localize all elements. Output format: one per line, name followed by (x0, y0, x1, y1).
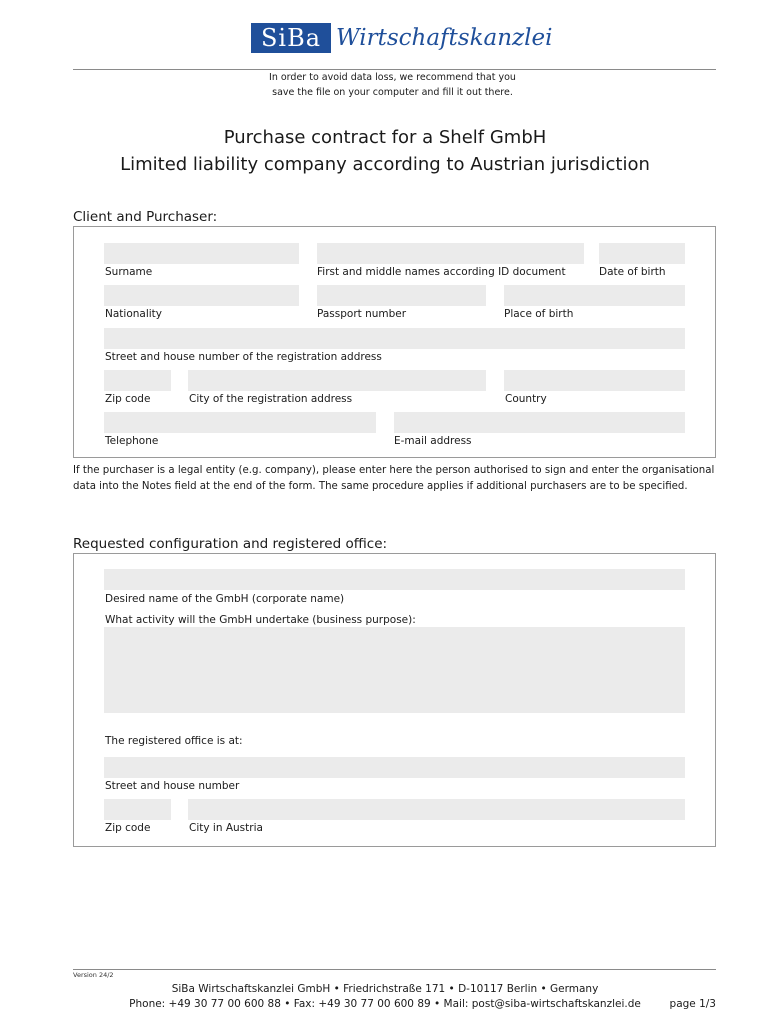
registration-street-field[interactable] (104, 328, 685, 349)
zip-code-field[interactable] (104, 370, 171, 391)
first-names-label: First and middle names according ID document (317, 266, 566, 278)
registration-city-field[interactable] (188, 370, 486, 391)
office-street-label: Street and house number (105, 780, 240, 792)
client-section-heading: Client and Purchaser: (73, 209, 218, 225)
passport-field[interactable] (317, 285, 486, 306)
registration-street-label: Street and house number of the registration address (105, 351, 382, 363)
registered-office-label: The registered office is at: (105, 735, 243, 747)
country-field[interactable] (504, 370, 685, 391)
page-subtitle: Limited liability company according to Austrian jurisdiction (120, 154, 650, 175)
footer-divider (73, 969, 716, 970)
surname-field[interactable] (104, 243, 299, 264)
surname-label: Surname (105, 266, 153, 278)
office-city-field[interactable] (188, 799, 685, 820)
place-of-birth-field[interactable] (504, 285, 685, 306)
footer-address: SiBa Wirtschaftskanzlei GmbH • Friedrichstraße 171 • D-10117 Berlin • Germany (171, 983, 599, 995)
office-zip-label: Zip code (105, 822, 151, 834)
email-field[interactable] (394, 412, 685, 433)
desired-name-field[interactable] (104, 569, 685, 590)
legal-entity-note-line2: data into the Notes field at the end of the form. The same procedure applies if additional purchasers are to be specified. (73, 481, 688, 492)
page-number: page 1/3 (669, 998, 716, 1010)
save-notice-line1: In order to avoid data loss, we recommend that you (269, 72, 516, 83)
date-of-birth-label: Date of birth (599, 266, 666, 278)
office-zip-field[interactable] (104, 799, 171, 820)
config-section-heading: Requested configuration and registered office: (73, 536, 388, 552)
nationality-label: Nationality (105, 308, 163, 320)
passport-label: Passport number (317, 308, 407, 320)
date-of-birth-field[interactable] (599, 243, 685, 264)
logo-text: Wirtschaftskanzlei (336, 25, 553, 51)
page-title: Purchase contract for a Shelf GmbH (223, 127, 547, 148)
zip-code-label: Zip code (105, 393, 151, 405)
save-notice-line2: save the file on your computer and fill it out there. (272, 87, 513, 98)
email-label: E-mail address (394, 435, 472, 447)
version-label: Version 24/2 (73, 971, 114, 979)
telephone-label: Telephone (105, 435, 159, 447)
desired-name-label: Desired name of the GmbH (corporate name) (105, 593, 345, 605)
office-city-label: City in Austria (189, 822, 263, 834)
nationality-field[interactable] (104, 285, 299, 306)
place-of-birth-label: Place of birth (504, 308, 574, 320)
country-label: Country (505, 393, 547, 405)
business-purpose-label: What activity will the GmbH undertake (business purpose): (105, 614, 416, 626)
office-street-field[interactable] (104, 757, 685, 778)
save-notice (200, 70, 585, 100)
logo-mark: SiBa (251, 23, 331, 53)
legal-entity-note-line1: If the purchaser is a legal entity (e.g. company), please enter here the person authorised to sign and enter the organisational (73, 465, 715, 476)
first-names-field[interactable] (317, 243, 584, 264)
telephone-field[interactable] (104, 412, 376, 433)
business-purpose-textarea[interactable] (104, 627, 685, 713)
registration-city-label: City of the registration address (189, 393, 353, 405)
footer-contact: Phone: +49 30 77 00 600 88 • Fax: +49 30 77 00 600 89 • Mail: post@siba-wirtschaftskanzlei.de (129, 998, 641, 1010)
legal-entity-note (73, 463, 718, 495)
